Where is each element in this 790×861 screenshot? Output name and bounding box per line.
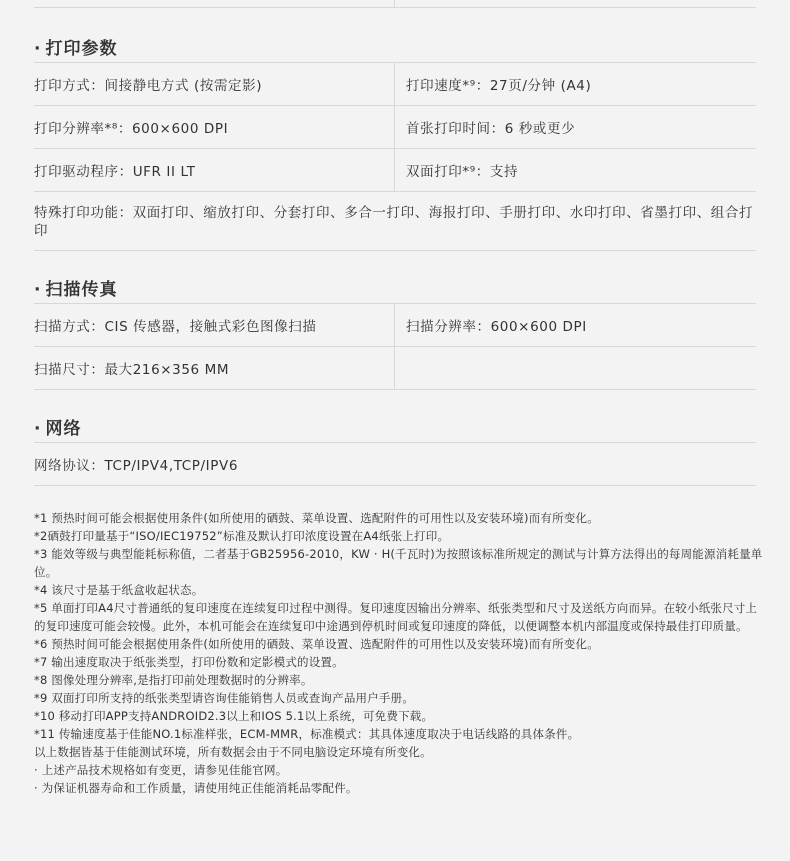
spec-print-driver: 打印驱动程序：UFR II LT xyxy=(34,164,196,180)
footnotes xyxy=(34,509,764,797)
spec-row xyxy=(34,304,756,347)
spec-sheet xyxy=(34,0,756,486)
footnote: *1 预热时间可能会根据使用条件(如所使用的硒鼓、菜单设置、选配附件的可用性以及安装环境)而有所变化。 xyxy=(34,511,599,525)
spec-special-functions: 特殊打印功能：双面打印、缩放打印、分套打印、多合一打印、海报打印、手册打印、水印打印、省墨打印、组合打印 xyxy=(34,205,754,239)
footnote: *3 能效等级与典型能耗标称值，二者基于GB25956-2010，KW · H(千瓦时)为按照该标准所规定的测试与计算方法得出的每周能源消耗量单位。 xyxy=(34,547,763,579)
footnote: *5 单面打印A4尺寸普通纸的复印速度在连续复印过程中测得。复印速度因输出分辨率、纸张类型和尺寸及送纸方向而异。在较小纸张尺寸上的复印速度可能会较慢。此外，本机可能会在连续复印中途遇到停机时间或复印速度的降低，以便调整本机内部温度或保持最佳打印质量。 xyxy=(34,601,758,633)
footnote: *8 图像处理分辨率,是指打印前处理数据时的分辨率。 xyxy=(34,673,313,687)
spec-scan-resolution: 扫描分辨率：600×600 DPI xyxy=(394,304,756,346)
spec-duplex: 双面打印*⁹：支持 xyxy=(394,149,756,191)
spec-scan-method: 扫描方式：CIS 传感器，接触式彩色图像扫描 xyxy=(34,319,317,335)
section-print xyxy=(34,8,756,251)
spec-row xyxy=(34,443,756,486)
footnote: · 上述产品技术规格如有变更，请参见佳能官网。 xyxy=(34,763,288,777)
section-title: · 打印参数 xyxy=(34,8,756,63)
spec-row xyxy=(34,106,756,149)
spec-empty xyxy=(394,347,756,389)
footnote: *10 移动打印APP支持ANDROID2.3以上和IOS 5.1以上系统，可免费下载。 xyxy=(34,709,434,723)
footnote: · 为保证机器寿命和工作质量，请使用纯正佳能消耗品零配件。 xyxy=(34,781,358,795)
spec-print-method: 打印方式：间接静电方式 (按需定影) xyxy=(34,78,263,94)
footnote: *4 该尺寸是基于纸盒收起状态。 xyxy=(34,583,204,597)
section-title: · 网络 xyxy=(34,390,756,443)
previous-section-end xyxy=(34,0,756,8)
section-scan-fax xyxy=(34,251,756,390)
spec-first-print-time: 首张打印时间：6 秒或更少 xyxy=(394,106,756,148)
section-network xyxy=(34,390,756,486)
section-title: · 扫描传真 xyxy=(34,251,756,304)
footnote: *11 传输速度基于佳能NO.1标准样张，ECM-MMR，标准模式：其具体速度取决于电话线路的具体条件。 xyxy=(34,727,580,741)
spec-network-protocol: 网络协议：TCP/IPV4,TCP/IPV6 xyxy=(34,458,239,474)
spec-print-speed: 打印速度*⁹：27页/分钟 (A4) xyxy=(394,63,756,105)
spec-row xyxy=(34,192,756,251)
footnote: *9 双面打印所支持的纸张类型请咨询佳能销售人员或查询产品用户手册。 xyxy=(34,691,415,705)
spec-row xyxy=(34,347,756,390)
footnote: *6 预热时间可能会根据使用条件(如所使用的硒鼓、菜单设置、选配附件的可用性以及安装环境)而有所变化。 xyxy=(34,637,599,651)
spec-row xyxy=(34,63,756,106)
spec-print-resolution: 打印分辨率*⁸：600×600 DPI xyxy=(34,121,229,137)
footnote: 以上数据皆基于佳能测试环境，所有数据会由于不同电脑设定环境有所变化。 xyxy=(34,745,432,759)
footnote: *7 输出速度取决于纸张类型，打印份数和定影模式的设置。 xyxy=(34,655,344,669)
footnote: *2硒鼓打印量基于“ISO/IEC19752”标准及默认打印浓度设置在A4纸张上打印。 xyxy=(34,529,450,543)
spec-scan-size: 扫描尺寸：最大216×356 MM xyxy=(34,362,230,378)
spec-row xyxy=(34,149,756,192)
